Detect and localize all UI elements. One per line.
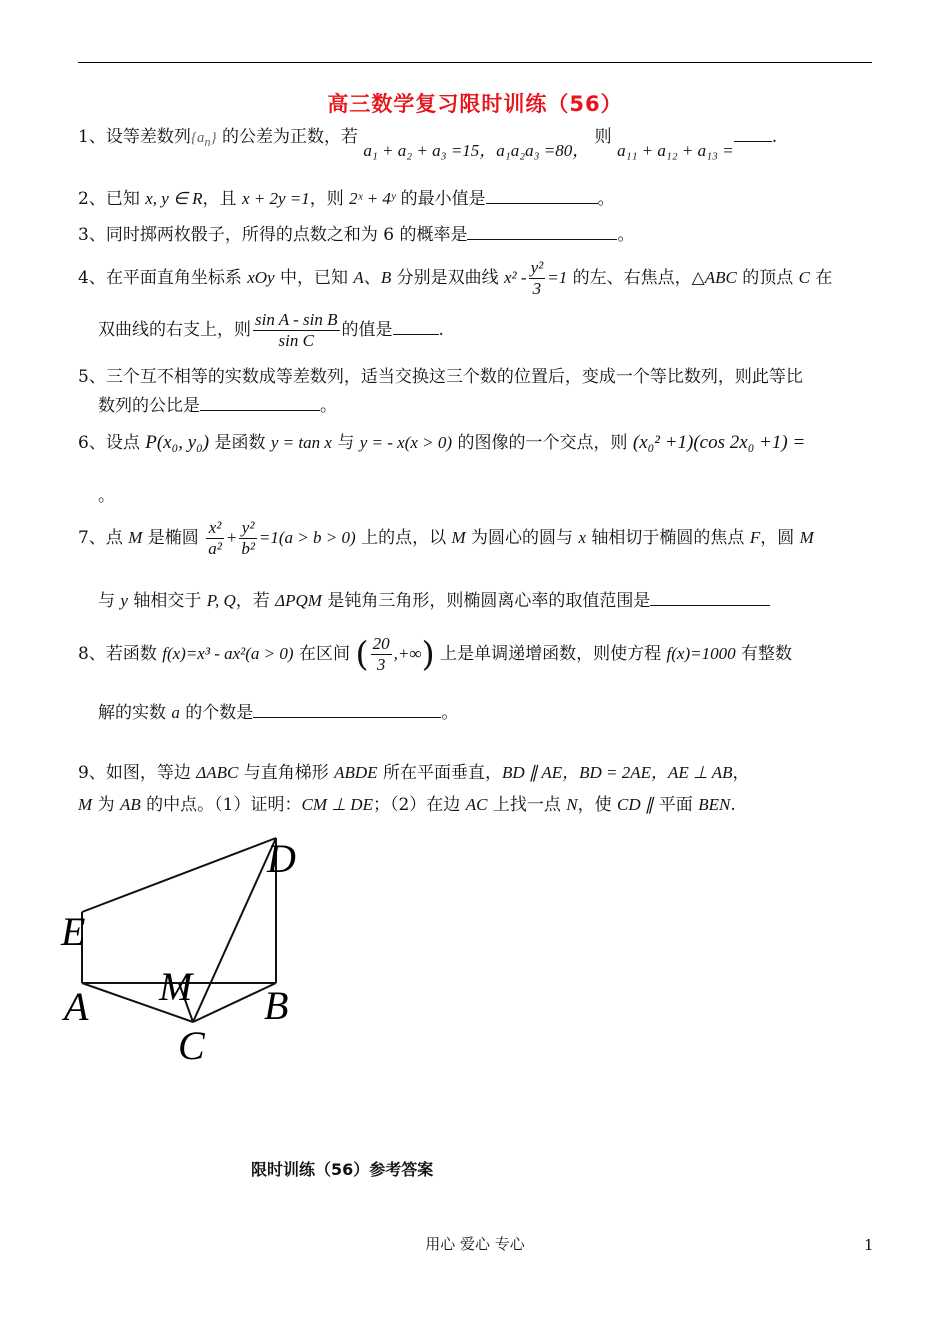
question-9-cont: M 为 AB 的中点。（1）证明：CM ⊥ DE；（2）在边 AC 上找一点 N，使 CD ∥ 平面 BEN. (78, 795, 736, 815)
fraction: $\frac{\text{y²}}{\text{b²}}$ (241, 518, 255, 558)
fraction: $\frac{\text{x²}}{\text{a²}}$ (208, 518, 222, 558)
question-8-cont: 解的实数 a 的个数是 。 (98, 703, 459, 723)
answer-blank[interactable] (393, 318, 439, 335)
question-6-cont: 。 (98, 486, 115, 506)
label-C: C (178, 1023, 205, 1068)
fraction: $\frac{\text{y²}}{3}$ (530, 258, 544, 298)
fraction: $\frac{\text{sin A - sin B}}{\text{sin C}}$ (255, 310, 338, 350)
answer-blank[interactable] (734, 125, 772, 142)
answer-heading: 限时训练（56）参考答案 (251, 1160, 434, 1179)
answer-blank[interactable] (200, 394, 320, 411)
page-title: 高三数学复习限时训练（56） (327, 92, 623, 116)
page-number: 1 (864, 1236, 874, 1254)
question-1: 1、设等差数列$\{a_n\}$ 的公差为正数，若 a₁ + a₂ + a₃ =15，a₁a₂a₃ =80， 则 a₁₁ + a₁₂ + a₁₃ =. (78, 127, 778, 160)
question-5-cont: 数列的公比是 。 (98, 396, 337, 416)
question-6: 6、设点 P(x₀, y₀) 是函数 y = tan x 与 y = - x(x > 0) 的图像的一个交点，则 (x₀² +1)(cos 2x₀ +1) = (78, 432, 806, 453)
question-7-cont: 与 y 轴相交于 P, Q，若 ΔPQM 是钝角三角形，则椭圆离心率的取值范围是 (98, 586, 770, 611)
question-4-cont: 双曲线的右支上，则 $\frac{\text{sin A - sin B}}{\text{sin C}}$ 的值是 . (98, 310, 444, 350)
answer-blank[interactable] (650, 589, 770, 606)
page-footer: 用心 爱心 专心 (425, 1235, 525, 1253)
label-E: E (61, 909, 86, 954)
label-M: M (159, 964, 193, 1009)
answer-blank[interactable] (253, 701, 441, 718)
header-rule (78, 62, 872, 63)
question-3: 3、同时掷两枚骰子，所得的点数之和为 6 的概率是 。 (78, 225, 635, 245)
question-7: 7、点 M 是椭圆 $\frac{\text{x²}}{\text{a²}}$ + $\frac{\text{y²}}{\text{b²}}$ =1(a > b > 0) 上的点，以 M 为圆心的圆与 x 轴相切于椭圆的焦点 F，圆 M (78, 518, 814, 558)
question-5: 5、三个互不相等的实数成等差数列，适当交换这三个数的位置后，变成一个等比数列，则此等比 (78, 367, 803, 387)
geometry-figure (55, 825, 315, 1070)
label-A: A (64, 984, 89, 1029)
answer-blank[interactable] (486, 187, 598, 204)
fraction: $\frac{20}{3}$ (372, 634, 390, 674)
label-B: B (264, 983, 289, 1028)
question-9: 9、如图，等边 ΔABC 与直角梯形 ABDE 所在平面垂直，BD ∥ AE，BD = 2AE，AE ⊥ AB， (78, 763, 750, 783)
label-D: D (267, 836, 296, 881)
question-2: 2、已知 x, y ∈ R，且 x + 2y =1，则 2ˣ + 4ʸ 的最小值是 。 (78, 189, 615, 209)
question-4: 4、在平面直角坐标系 xOy 中，已知 A、B 分别是双曲线 x² - $\frac{\text{y²}}{3}$ =1 的左、右焦点，△ABC 的顶点 C 在 (78, 258, 833, 298)
answer-blank[interactable] (467, 223, 617, 240)
question-8: 8、若函数 f(x)=x³ - ax²(a > 0) 在区间 ( $\frac{20}{3}$ ,+∞) 上是单调递增函数，则使方程 f(x)=1000 有整数 (78, 634, 793, 675)
